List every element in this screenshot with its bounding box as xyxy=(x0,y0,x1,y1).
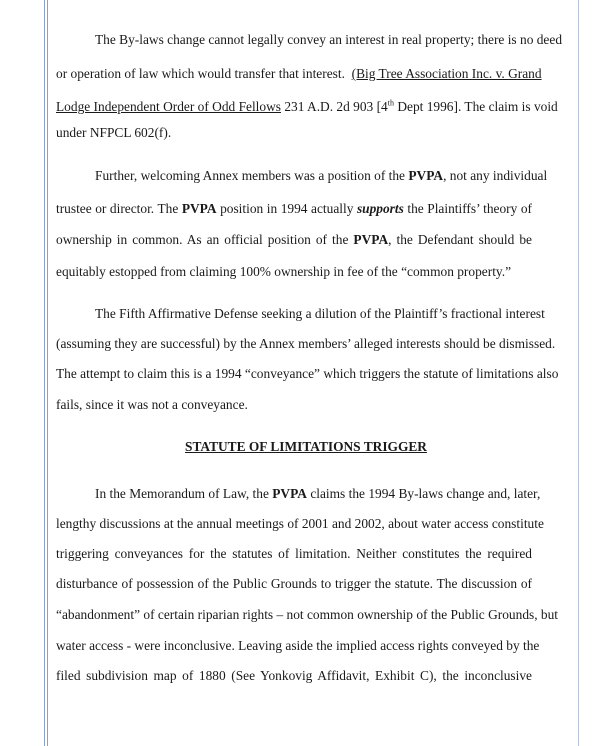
paragraph-line: (assuming they are successful) by the Annex members’ alleged interests should be dismissed. xyxy=(56,336,556,351)
org-name: PVPA xyxy=(408,168,444,183)
paragraph-line: fails, since it was not a conveyance. xyxy=(56,397,248,412)
paragraph-line: water access - were inconclusive. Leaving aside the implied access rights conveyed by the xyxy=(56,638,540,653)
paragraph-line: filed subdivision map of 1880 (See Yonkovig Affidavit, Exhibit C), the inconclusive xyxy=(56,668,532,683)
margin-rule-left-outer xyxy=(44,0,45,746)
paragraph-line: under NFPCL 602(f). xyxy=(56,125,172,140)
paragraph-line: triggering conveyances for the statutes of limitation. Neither constitutes the required xyxy=(56,546,532,561)
case-citation: Lodge Independent Order of Odd Fellows xyxy=(56,99,281,114)
paragraph-line: equitably estopped from claiming 100% ownership in fee of the “common property.” xyxy=(56,264,512,279)
paragraph-line: lengthy discussions at the annual meetings of 2001 and 2002, about water access constitute xyxy=(56,516,544,531)
paragraph-line: “abandonment” of certain riparian rights – not common ownership of the Public Grounds, but xyxy=(56,607,559,622)
paragraph-line: ownership in common. As an official position of the PVPA, the Defendant should be xyxy=(56,232,533,247)
emphasis: supports xyxy=(356,201,404,216)
case-citation: (Big Tree Association Inc. v. Grand xyxy=(351,66,542,81)
paragraph-line: The attempt to claim this is a 1994 “conveyance” which triggers the statute of limitations also xyxy=(56,366,559,381)
section-heading: STATUTE OF LIMITATIONS TRIGGER xyxy=(185,439,427,454)
org-name: PVPA xyxy=(181,201,217,216)
paragraph-line: Further, welcoming Annex members was a position of the PVPA, not any individual xyxy=(95,168,548,183)
paragraph-line: The By-laws change cannot legally convey an interest in real property; there is no deed xyxy=(95,32,563,47)
paragraph-line: Lodge Independent Order of Odd Fellows 231 A.D. 2d 903 [4th Dept 1996]. The claim is void xyxy=(56,98,558,114)
paragraph-line: The Fifth Affirmative Defense seeking a dilution of the Plaintiff’s fractional interest xyxy=(95,306,545,321)
org-name: PVPA xyxy=(353,232,389,247)
paragraph-line: disturbance of possession of the Public Grounds to trigger the statute. The discussion of xyxy=(56,576,532,591)
org-name: PVPA xyxy=(272,486,307,501)
paragraph-line: In the Memorandum of Law, the PVPA claims the 1994 By-laws change and, later, xyxy=(95,486,541,501)
margin-rule-right xyxy=(578,0,579,746)
margin-rule-left-inner xyxy=(47,0,48,746)
superscript: th xyxy=(387,98,394,108)
paragraph-line: or operation of law which would transfer that interest. (Big Tree Association Inc. v. Grand xyxy=(56,66,542,81)
paragraph-line: trustee or director. The PVPA position in 1994 actually supports the Plaintiffs’ theory of xyxy=(56,201,533,216)
